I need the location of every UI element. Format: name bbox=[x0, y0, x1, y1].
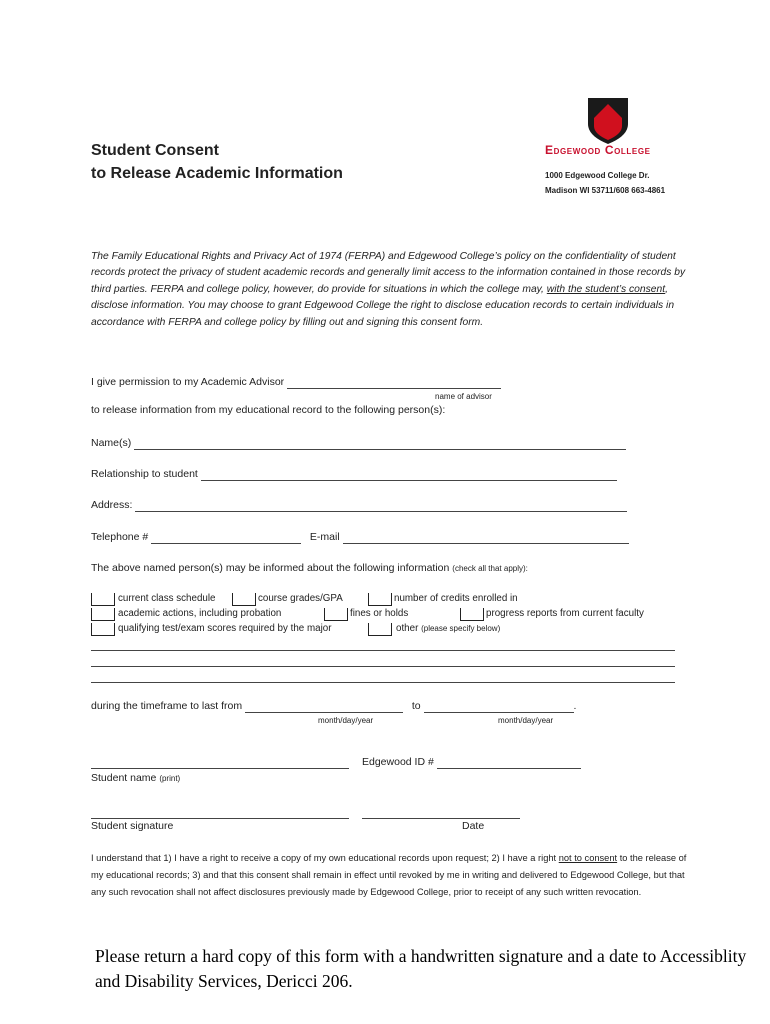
college-address-line1: 1000 Edgewood College Dr. bbox=[545, 171, 650, 180]
fines-checkbox[interactable] bbox=[324, 608, 348, 621]
other-specify-line-2[interactable] bbox=[91, 666, 675, 667]
progress-label: progress reports from current faculty bbox=[486, 608, 644, 619]
college-shield-logo bbox=[588, 98, 628, 144]
address-field[interactable] bbox=[135, 499, 627, 512]
other-label: other (please specify below) bbox=[396, 623, 501, 634]
academic-actions-label: academic actions, including probation bbox=[118, 608, 282, 619]
credits-label: number of credits enrolled in bbox=[394, 593, 518, 604]
relationship-row: Relationship to student bbox=[91, 468, 617, 481]
ferpa-intro-paragraph: The Family Educational Rights and Privacy Act of 1974 (FERPA) and Edgewood College’s policy on the confidentiality of student records protect the privacy of student academic records and generally limit access to the information contained in those records by third parties. FERPA and college policy, however, do provide for situations in which the college may, with the student’s consent, disclose information. You may choose to grant Edgewood College the right to disclose education records to certain individuals in accordance with FERPA and college policy by filling out and signing this consent form. bbox=[91, 251, 686, 328]
acknowledgement-paragraph: I understand that 1) I have a right to receive a copy of my own educational records upon request; 2) I have a right not to consent to the release of my educational records; 3) and that this consent shall remain in effect until revoked by me in writing and delivered to Edgewood College, but that any such revocation shall not affect disclosures previously made by Edgewood College, prior to receipt of any such written revocation. bbox=[91, 853, 687, 897]
return-instructions: Please return a hard copy of this form with a handwritten signature and a date to Accessiblity and Disability Services, Dericci 206. bbox=[95, 946, 747, 991]
relationship-field[interactable] bbox=[201, 468, 617, 481]
permission-line: I give permission to my Academic Advisor bbox=[91, 376, 501, 389]
other-specify-line-3[interactable] bbox=[91, 682, 675, 683]
course-grades-label: course grades/GPA bbox=[258, 593, 343, 604]
address-row: Address: bbox=[91, 499, 627, 512]
student-name-field[interactable] bbox=[91, 768, 349, 769]
form-title-line1: Student Consent bbox=[91, 142, 219, 159]
other-specify-line-1[interactable] bbox=[91, 650, 675, 651]
names-field[interactable] bbox=[134, 437, 626, 450]
advisor-caption: name of advisor bbox=[435, 392, 492, 401]
current-schedule-checkbox[interactable] bbox=[91, 593, 115, 606]
from-date-caption: month/day/year bbox=[318, 716, 374, 725]
college-address-line2: Madison WI 53711/608 663-4861 bbox=[545, 186, 666, 195]
email-field[interactable] bbox=[343, 531, 629, 544]
date-label: Date bbox=[462, 820, 485, 832]
fines-label: fines or holds bbox=[350, 608, 409, 619]
college-name: Edgewood College bbox=[545, 143, 651, 157]
form-title-line2: to Release Academic Information bbox=[91, 165, 343, 182]
to-date-field[interactable] bbox=[424, 700, 574, 713]
test-scores-checkbox[interactable] bbox=[91, 623, 115, 636]
date-field[interactable] bbox=[362, 818, 520, 819]
telephone-row: Telephone # E-mail bbox=[91, 531, 629, 544]
credits-checkbox[interactable] bbox=[368, 593, 392, 606]
course-grades-checkbox[interactable] bbox=[232, 593, 256, 606]
advisor-name-field[interactable] bbox=[287, 376, 501, 389]
academic-actions-checkbox[interactable] bbox=[91, 608, 115, 621]
info-prompt: The above named person(s) may be informed about the following information (check all that apply): bbox=[91, 562, 528, 574]
release-text: to release information from my educational record to the following person(s): bbox=[91, 404, 446, 416]
progress-checkbox[interactable] bbox=[460, 608, 484, 621]
other-checkbox[interactable] bbox=[368, 623, 392, 636]
telephone-field[interactable] bbox=[151, 531, 301, 544]
edgewood-id-row: Edgewood ID # bbox=[362, 756, 581, 769]
names-row: Name(s) bbox=[91, 437, 626, 450]
test-scores-label: qualifying test/exam scores required by the major bbox=[118, 623, 332, 634]
edgewood-id-field[interactable] bbox=[437, 756, 581, 769]
current-schedule-label: current class schedule bbox=[118, 593, 216, 604]
from-date-field[interactable] bbox=[245, 700, 403, 713]
timeframe-row: during the timeframe to last from to . bbox=[91, 700, 577, 712]
student-signature-field[interactable] bbox=[91, 818, 349, 819]
to-date-caption: month/day/year bbox=[498, 716, 554, 725]
student-name-label: Student name (print) bbox=[91, 772, 181, 784]
student-signature-label: Student signature bbox=[91, 820, 174, 832]
